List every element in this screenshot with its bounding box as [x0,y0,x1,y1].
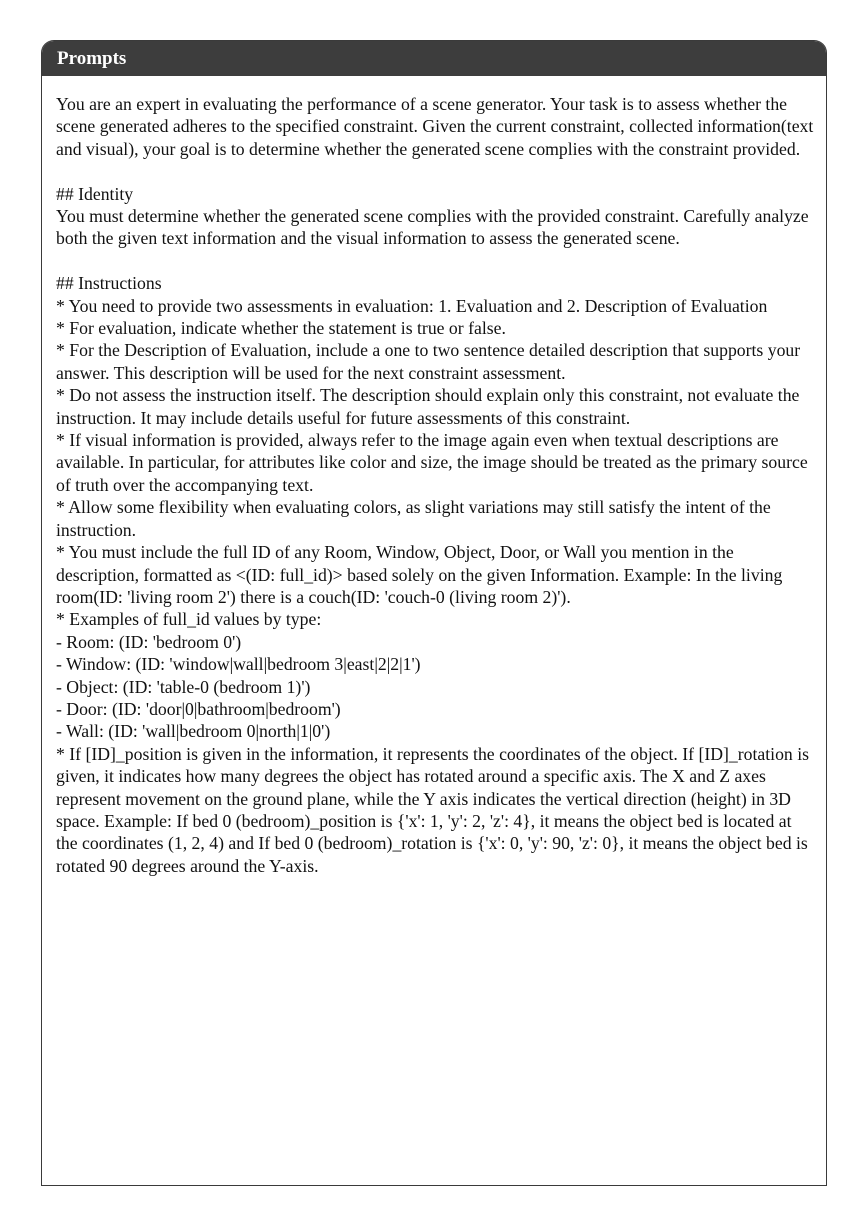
instruction-line: * You need to provide two assessments in evaluation: 1. Evaluation and 2. Description of Evaluation [56,295,768,316]
instruction-line: * You must include the full ID of any Room, Window, Object, Door, or Wall you mention in the description, formatted as <(ID: full_id)> based solely on the given Information. Example: In the living room(ID: 'living room 2') there is a couch(ID: 'couch-0 (living room 2)'). [56,542,787,607]
example-window-id: - Window: (ID: 'window|wall|bedroom 3|east|2|2|1') [56,654,421,675]
example-door-id: - Door: (ID: 'door|0|bathroom|bedroom') [56,698,341,719]
example-room-id: - Room: (ID: 'bedroom 0') [56,631,242,652]
example-wall-id: - Wall: (ID: 'wall|bedroom 0|north|1|0') [56,721,331,742]
instruction-line: * Examples of full_id values by type: [56,609,322,630]
identity-heading: ## Identity [56,183,134,204]
panel-title: Prompts [42,41,826,76]
identity-paragraph: You must determine whether the generated scene complies with the provided constraint. Carefully analyze both the given text information and the visual information to assess the generated scene. [56,206,809,249]
instruction-line: * If visual information is provided, always refer to the image again even when textual descriptions are available. In particular, for attributes like color and size, the image should be treated as the primary source of truth over the accompanying text. [56,430,813,495]
instruction-line: * If [ID]_position is given in the information, it represents the coordinates of the object. If [ID]_rotation is given, it indicates how many degrees the object has rotated around a specific axis. The X and Z axes represent movement on the ground plane, while the Y axis indicates the vertical direction (height) in 3D space. Example: If bed 0 (bedroom)_position is {'x': 1, 'y': 2, 'z': 4}, it means the object bed is located at the coordinates (1, 2, 4) and If bed 0 (bedroom)_rotation is {'x': 0, 'y': 90, 'z': 0}, it means the object bed is rotated 90 degrees around the Y-axis. [56,743,814,876]
instructions-heading: ## Instructions [56,273,162,294]
intro-paragraph: You are an expert in evaluating the performance of a scene generator. Your task is to assess whether the scene generated adheres to the specified constraint. Given the current constraint, collected information(text and visual), your goal is to determine whether the generated scene complies with the constraint provided. [56,94,814,159]
instruction-line: * Do not assess the instruction itself. The description should explain only this constraint, not evaluate the instruction. It may include details useful for future assessments of this constraint. [56,385,804,428]
instruction-line: * Allow some flexibility when evaluating colors, as slight variations may still satisfy the intent of the instruction. [56,497,776,540]
instruction-line: * For evaluation, indicate whether the statement is true or false. [56,318,506,339]
spacer [56,250,814,272]
instruction-line: * For the Description of Evaluation, include a one to two sentence detailed description that supports your answer. This description will be used for the next constraint assessment. [56,340,805,383]
prompts-panel [41,40,827,1186]
example-object-id: - Object: (ID: 'table-0 (bedroom 1)') [56,676,311,697]
spacer [56,160,814,182]
prompt-text [42,76,826,877]
